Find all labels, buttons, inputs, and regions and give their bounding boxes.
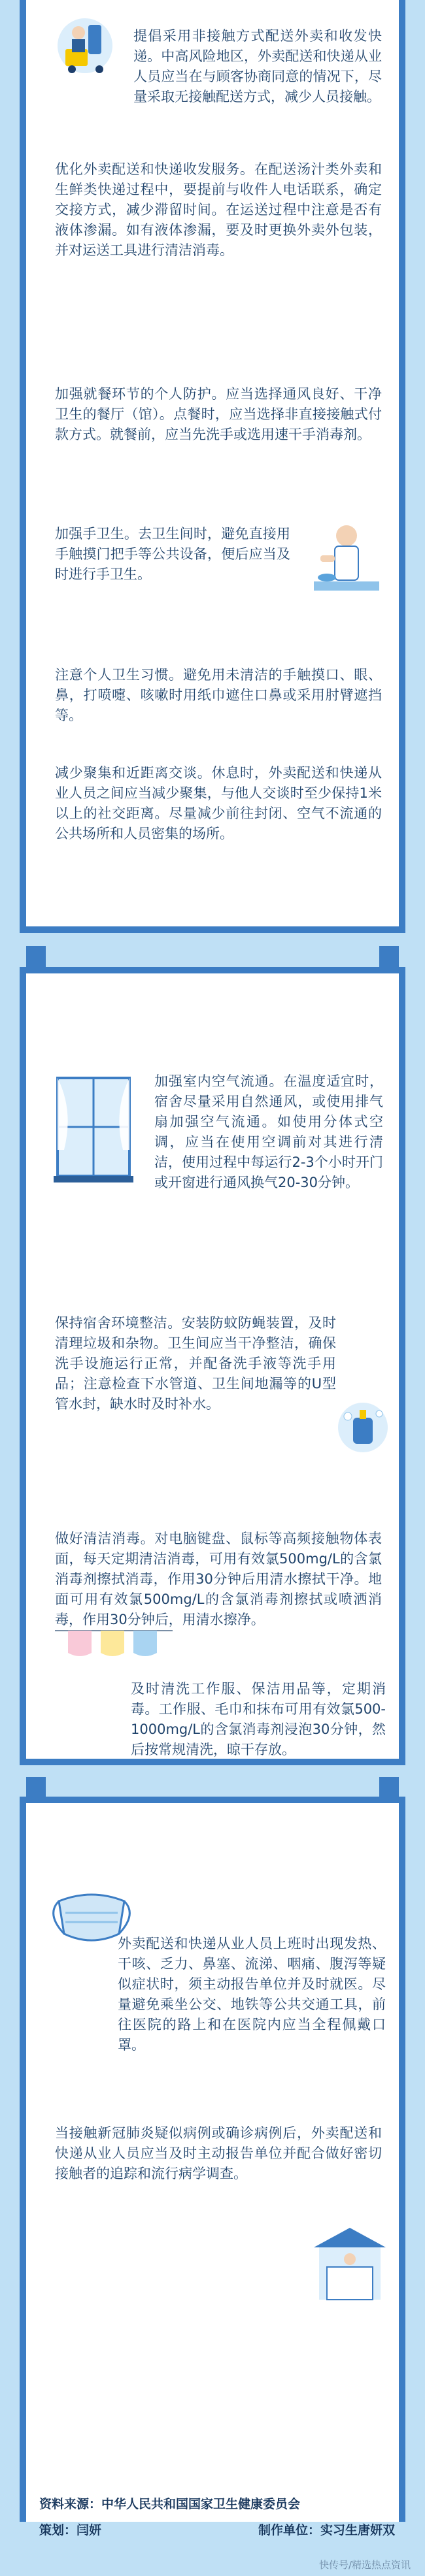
paragraph: 减少聚集和近距离交谈。休息时，外卖配送和快递从业人员之间应当减少聚集，与他人交谈时至少保持1米以上的社交距离。尽量减少前往封闭、空气不流通的公共场所和人员密集的场所。 xyxy=(55,765,382,841)
paragraph: 保持宿舍环境整洁。安装防蚊防蝇装置，及时清理垃圾和杂物。卫生间应当干净整洁，确保洗手设施运行正常，并配备洗手液等洗手用品；注意检查下水管道、卫生间地漏等的U型管水封，缺水时及时补水。 xyxy=(55,1315,336,1412)
paragraph: 做好清洁消毒。对电脑键盘、鼠标等高频接触物体表面，每天定期清洁消毒，可用有效氯500mg/L的含氯消毒剂擦拭消毒，作用30分钟后用清水擦拭干净。地面可用有效氯500mg/L的含氯消毒剂擦拭或喷洒消毒，作用30分钟后，用清水擦净。 xyxy=(55,1531,382,1627)
paragraph: 注意个人卫生习惯。避免用未清洁的手触摸口、眼、鼻，打喷嚏、咳嗽时用纸巾遮住口鼻或采用肘臂遮挡等。 xyxy=(55,667,382,723)
paragraph: 加强手卫生。去卫生间时，避免直接用手触摸门把手等公共设备，便后应当及时进行手卫生。 xyxy=(55,526,290,582)
paragraph: 加强室内空气流通。在温度适宜时，宿舍尽量采用自然通风，或使用排气扇加强空气流通。如使用分体式空调，应当在使用空调前对其进行清洁，使用过程中每运行2-3个小时开门或开窗进行通风换气20-30分钟。 xyxy=(154,1073,383,1190)
window-icon xyxy=(51,1071,136,1189)
paragraph: 及时清洗工作服、保洁用品等，定期消毒。工作服、毛巾和抹布可用有效氯500-1000mg/L的含氯消毒剂浸泡30分钟，然后按常规清洗，晾干存放。 xyxy=(131,1681,386,1757)
section-2-card xyxy=(20,967,405,1765)
delivery-courier-icon xyxy=(52,13,118,78)
watermark: 快传号/精选热点资讯 xyxy=(318,2559,411,2571)
paragraph: 优化外卖配送和快递收发服务。在配送汤汁类外卖和生鲜类快递过程中，要提前与收件人电话联系，确定交接方式，减少滞留时间。在运送过程中注意是否有液体渗漏。如有液体渗漏，要及时更换外卖外包装，并对运送工具进行清洁消毒。 xyxy=(55,161,382,258)
paragraph: 当接触新冠肺炎疑似病例或确诊病例后，外卖配送和快递从业人员应当及时主动报告单位并配合做好密切接触者的追踪和流行病学调查。 xyxy=(55,2125,382,2181)
paragraph: 加强就餐环节的个人防护。应当选择通风良好、干净卫生的餐厅（馆）。点餐时，应当选择非直接接触式付款方式。就餐前，应当先洗手或选用速干手消毒剂。 xyxy=(55,386,382,442)
towels-icon xyxy=(55,1627,173,1666)
producer-credit: 制作单位：实习生唐妍双 xyxy=(258,2523,396,2537)
health-station-icon xyxy=(307,2221,392,2306)
section-3-card xyxy=(20,1797,405,2522)
source-credit: 资料来源：中华人民共和国国家卫生健康委员会 xyxy=(39,2497,301,2511)
paragraph: 外卖配送和快递从业人员上班时出现发热、干咳、乏力、鼻塞、流涕、咽痛、腹泻等疑似症状时，须主动报告单位并及时就医。尽量避免乘坐公交、地铁等公共交通工具，前往医院的路上和在医院内应当全程佩戴口罩。 xyxy=(118,1936,386,2053)
section-1-card xyxy=(20,0,405,933)
paragraph: 提倡采用非接触方式配送外卖和收发快递。中高风险地区，外卖配送和快递从业人员应当在与顾客协商同意的情况下，尽量采取无接触配送方式，减少人员接触。 xyxy=(133,28,382,105)
handwashing-icon xyxy=(307,516,386,608)
hand-soap-icon xyxy=(333,1398,392,1457)
editor-credit: 策划：闫妍 xyxy=(39,2523,102,2537)
